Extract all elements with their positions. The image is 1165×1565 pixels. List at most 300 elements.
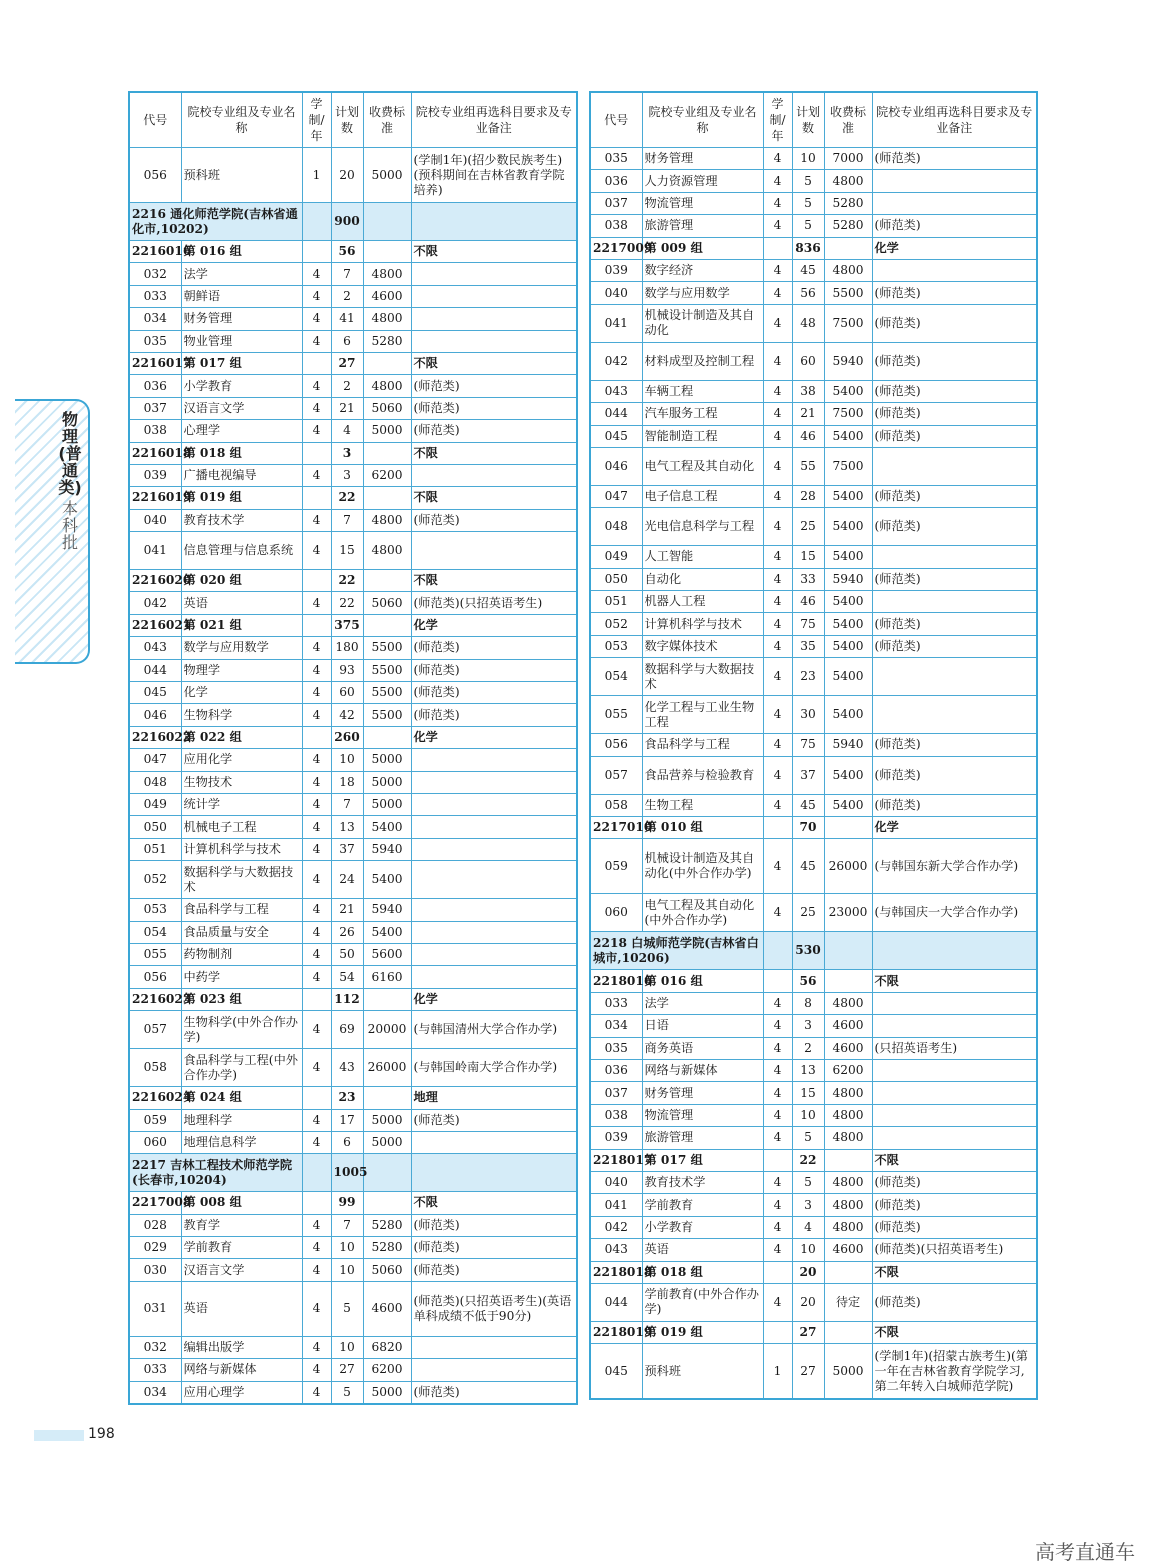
major-code: 057 [590, 756, 642, 794]
group-subject-requirement: 化学 [872, 817, 1037, 839]
major-plan: 17 [331, 1109, 363, 1131]
school-plan-total: 530 [792, 932, 824, 970]
major-plan: 3 [331, 464, 363, 486]
major-plan: 13 [792, 1059, 824, 1081]
major-code: 046 [129, 704, 181, 726]
major-name: 小学教育 [642, 1216, 763, 1238]
group-name: 第 016 组 [642, 970, 763, 992]
major-years: 4 [302, 921, 331, 943]
major-row [129, 1109, 577, 1131]
major-name: 英语 [642, 1239, 763, 1261]
major-name: 教育技术学 [181, 509, 302, 531]
major-years: 4 [763, 1127, 792, 1149]
major-years: 4 [302, 592, 331, 614]
major-row [129, 263, 577, 285]
major-note: (师范类) [411, 1109, 577, 1131]
major-row [129, 308, 577, 330]
major-code: 035 [590, 148, 642, 170]
major-name: 化学 [181, 682, 302, 704]
major-note [872, 447, 1037, 485]
major-fee: 5060 [363, 592, 411, 614]
major-row [590, 282, 1037, 304]
major-row [129, 749, 577, 771]
major-years: 4 [763, 734, 792, 756]
major-row [590, 613, 1037, 635]
major-name: 心理学 [181, 420, 302, 442]
major-years: 4 [763, 1194, 792, 1216]
major-fee: 5400 [363, 861, 411, 899]
group-code: 2216022 [129, 726, 181, 748]
major-row [129, 1281, 577, 1336]
major-note: (师范类) [872, 1283, 1037, 1321]
header-name: 院校专业组及专业名称 [642, 92, 763, 148]
major-years: 4 [302, 816, 331, 838]
major-fee: 6200 [363, 1359, 411, 1381]
empty-cell [824, 817, 872, 839]
major-name: 旅游管理 [642, 1127, 763, 1149]
major-plan: 28 [792, 485, 824, 507]
major-note [411, 263, 577, 285]
group-row [129, 442, 577, 464]
major-plan: 41 [331, 308, 363, 330]
major-code: 056 [129, 966, 181, 988]
group-subject-requirement: 不限 [411, 241, 577, 263]
major-note: (师范类) [411, 1381, 577, 1403]
major-note [411, 771, 577, 793]
major-fee: 4800 [824, 1104, 872, 1126]
major-name: 学前教育 [642, 1194, 763, 1216]
major-plan: 75 [792, 734, 824, 756]
major-plan: 75 [792, 613, 824, 635]
major-note: (师范类) [872, 215, 1037, 237]
group-name: 第 021 组 [181, 614, 302, 636]
major-note [411, 899, 577, 921]
major-years: 4 [302, 1359, 331, 1381]
major-note [411, 861, 577, 899]
major-plan: 25 [792, 894, 824, 932]
major-plan: 20 [792, 1283, 824, 1321]
major-name: 食品科学与工程(中外合作办学) [181, 1049, 302, 1087]
major-code: 043 [590, 1239, 642, 1261]
major-name: 机械电子工程 [181, 816, 302, 838]
major-fee: 5400 [363, 816, 411, 838]
major-years: 4 [763, 403, 792, 425]
major-name: 药物制剂 [181, 943, 302, 965]
major-note: (师范类) [411, 1259, 577, 1281]
major-years: 4 [302, 397, 331, 419]
major-plan: 5 [792, 215, 824, 237]
major-note [411, 793, 577, 815]
major-name: 生物技术 [181, 771, 302, 793]
major-name: 日语 [642, 1015, 763, 1037]
group-subject-requirement: 不限 [872, 970, 1037, 992]
major-years: 4 [302, 464, 331, 486]
major-note [872, 192, 1037, 214]
major-name: 汽车服务工程 [642, 403, 763, 425]
major-fee: 4800 [824, 259, 872, 281]
major-name: 计算机科学与技术 [181, 838, 302, 860]
major-code: 045 [129, 682, 181, 704]
major-code: 044 [129, 659, 181, 681]
major-row [590, 342, 1037, 380]
section-side-tab [15, 399, 90, 664]
major-note [411, 1336, 577, 1358]
major-plan: 10 [792, 1239, 824, 1261]
major-code: 037 [129, 397, 181, 419]
major-name: 地理信息科学 [181, 1131, 302, 1153]
major-name: 财务管理 [181, 308, 302, 330]
major-note [872, 546, 1037, 568]
major-note: (师范类) [872, 485, 1037, 507]
header-code: 代号 [590, 92, 642, 148]
major-years: 4 [763, 1239, 792, 1261]
major-code: 033 [590, 992, 642, 1014]
major-row [590, 568, 1037, 590]
school-row [129, 1154, 577, 1192]
major-fee: 5940 [824, 342, 872, 380]
group-plan: 3 [331, 442, 363, 464]
major-row [129, 861, 577, 899]
major-code: 044 [590, 403, 642, 425]
major-years: 4 [302, 308, 331, 330]
major-years: 4 [302, 285, 331, 307]
major-years: 4 [302, 420, 331, 442]
major-plan: 45 [792, 794, 824, 816]
major-code: 051 [129, 838, 181, 860]
major-years: 4 [302, 838, 331, 860]
major-row [590, 447, 1037, 485]
major-fee: 26000 [824, 839, 872, 894]
major-row [590, 380, 1037, 402]
major-plan: 27 [792, 1344, 824, 1399]
major-row [590, 1194, 1037, 1216]
major-plan: 69 [331, 1011, 363, 1049]
major-code: 039 [590, 1127, 642, 1149]
major-name: 中药学 [181, 966, 302, 988]
major-name: 统计学 [181, 793, 302, 815]
major-fee: 4800 [824, 170, 872, 192]
major-fee: 5280 [363, 1214, 411, 1236]
major-years: 4 [763, 1283, 792, 1321]
major-fee: 5000 [363, 420, 411, 442]
major-note: (师范类) [411, 637, 577, 659]
group-code: 2217010 [590, 817, 642, 839]
major-code: 038 [590, 1104, 642, 1126]
empty-cell [302, 1192, 331, 1214]
major-row [129, 285, 577, 307]
major-years: 4 [302, 509, 331, 531]
major-plan: 5 [792, 192, 824, 214]
empty-cell [411, 203, 577, 241]
school-plan-total: 900 [331, 203, 363, 241]
major-name: 旅游管理 [642, 215, 763, 237]
group-plan: 27 [331, 352, 363, 374]
major-row [590, 485, 1037, 507]
group-code: 2216018 [129, 442, 181, 464]
major-fee: 5500 [824, 282, 872, 304]
major-fee: 4600 [824, 1037, 872, 1059]
group-code: 2217009 [590, 237, 642, 259]
major-note [411, 330, 577, 352]
major-fee: 4800 [363, 532, 411, 570]
major-fee: 5400 [824, 658, 872, 696]
group-plan: 70 [792, 817, 824, 839]
major-fee: 5940 [824, 568, 872, 590]
major-note [411, 308, 577, 330]
major-years: 4 [302, 532, 331, 570]
major-row [590, 794, 1037, 816]
major-fee: 23000 [824, 894, 872, 932]
major-plan: 3 [792, 1015, 824, 1037]
major-code: 036 [129, 375, 181, 397]
major-row [129, 375, 577, 397]
major-name: 物流管理 [642, 1104, 763, 1126]
major-plan: 56 [792, 282, 824, 304]
major-fee: 5400 [824, 591, 872, 613]
major-plan: 4 [792, 1216, 824, 1238]
major-name: 机械设计制造及其自动化(中外合作办学) [642, 839, 763, 894]
major-plan: 45 [792, 259, 824, 281]
group-plan: 56 [792, 970, 824, 992]
major-name: 法学 [642, 992, 763, 1014]
major-code: 034 [590, 1015, 642, 1037]
header-code: 代号 [129, 92, 181, 148]
major-code: 048 [590, 508, 642, 546]
major-note: (师范类) [872, 1216, 1037, 1238]
major-plan: 5 [331, 1281, 363, 1336]
major-plan: 93 [331, 659, 363, 681]
group-row [129, 988, 577, 1010]
major-years: 4 [302, 1259, 331, 1281]
major-row [590, 1059, 1037, 1081]
major-fee: 4600 [824, 1015, 872, 1037]
major-plan: 45 [792, 839, 824, 894]
major-note: (学制1年)(招少数民族考生)(预科期间在吉林省教育学院培养) [411, 148, 577, 203]
major-code: 036 [590, 170, 642, 192]
group-name: 第 008 组 [181, 1192, 302, 1214]
major-row [129, 943, 577, 965]
major-years: 4 [302, 1049, 331, 1087]
major-plan: 20 [331, 148, 363, 203]
major-note: (师范类) [872, 380, 1037, 402]
major-plan: 21 [331, 899, 363, 921]
school-row [129, 203, 577, 241]
empty-cell [302, 570, 331, 592]
major-name: 朝鲜语 [181, 285, 302, 307]
major-years: 4 [763, 992, 792, 1014]
major-name: 车辆工程 [642, 380, 763, 402]
empty-cell [363, 487, 411, 509]
major-row [590, 1344, 1037, 1399]
group-row [590, 1149, 1037, 1171]
major-fee: 4800 [824, 992, 872, 1014]
major-years: 1 [302, 148, 331, 203]
major-row [590, 1216, 1037, 1238]
major-note: (师范类)(只招英语考生) [872, 1239, 1037, 1261]
major-name: 地理科学 [181, 1109, 302, 1131]
major-code: 049 [129, 793, 181, 815]
major-plan: 54 [331, 966, 363, 988]
major-fee: 5280 [824, 192, 872, 214]
empty-cell [763, 817, 792, 839]
major-fee: 4800 [824, 1082, 872, 1104]
major-row [129, 1237, 577, 1259]
school-plan-total: 1005 [331, 1154, 363, 1192]
major-name: 生物科学(中外合作办学) [181, 1011, 302, 1049]
major-code: 038 [590, 215, 642, 237]
major-fee: 5000 [363, 749, 411, 771]
major-name: 网络与新媒体 [642, 1059, 763, 1081]
major-years: 4 [302, 1214, 331, 1236]
major-note: (师范类) [872, 148, 1037, 170]
major-note: (师范类) [872, 756, 1037, 794]
major-years: 4 [763, 839, 792, 894]
major-plan: 10 [331, 1259, 363, 1281]
major-row [590, 1082, 1037, 1104]
major-fee: 待定 [824, 1283, 872, 1321]
major-fee: 5000 [824, 1344, 872, 1399]
empty-cell [363, 1192, 411, 1214]
major-name: 网络与新媒体 [181, 1359, 302, 1381]
major-plan: 10 [331, 1237, 363, 1259]
major-row [590, 658, 1037, 696]
major-fee: 4800 [363, 509, 411, 531]
major-plan: 46 [792, 425, 824, 447]
empty-cell [763, 970, 792, 992]
major-code: 032 [129, 1336, 181, 1358]
major-note: (只招英语考生) [872, 1037, 1037, 1059]
major-row [129, 704, 577, 726]
group-row [590, 1261, 1037, 1283]
empty-cell [302, 1154, 331, 1192]
major-plan: 42 [331, 704, 363, 726]
group-row [129, 352, 577, 374]
major-row [129, 1381, 577, 1403]
major-years: 4 [302, 375, 331, 397]
major-fee: 5000 [363, 1381, 411, 1403]
major-years: 4 [302, 659, 331, 681]
major-note: (与韩国岭南大学合作办学) [411, 1049, 577, 1087]
major-code: 060 [590, 894, 642, 932]
major-row [590, 1015, 1037, 1037]
major-code: 033 [129, 285, 181, 307]
major-row [590, 546, 1037, 568]
empty-cell [363, 241, 411, 263]
major-note: (师范类) [411, 682, 577, 704]
major-code: 041 [590, 1194, 642, 1216]
major-code: 042 [590, 1216, 642, 1238]
group-name: 第 017 组 [181, 352, 302, 374]
major-row [590, 148, 1037, 170]
group-plan: 27 [792, 1321, 824, 1343]
major-fee: 5940 [363, 899, 411, 921]
major-note [872, 1059, 1037, 1081]
major-name: 智能制造工程 [642, 425, 763, 447]
major-row [590, 1037, 1037, 1059]
side-tab-category: 物理(普通类) [58, 410, 82, 497]
empty-cell [302, 241, 331, 263]
major-row [129, 1214, 577, 1236]
major-note: (师范类) [872, 1194, 1037, 1216]
page-number: 198 [88, 1426, 115, 1442]
group-subject-requirement: 不限 [411, 352, 577, 374]
major-name: 计算机科学与技术 [642, 613, 763, 635]
major-code: 052 [590, 613, 642, 635]
major-fee: 5940 [363, 838, 411, 860]
major-years: 4 [763, 192, 792, 214]
major-name: 汉语言文学 [181, 397, 302, 419]
major-row [590, 1104, 1037, 1126]
major-name: 物流管理 [642, 192, 763, 214]
group-plan: 56 [331, 241, 363, 263]
major-plan: 7 [331, 1214, 363, 1236]
major-name: 食品营养与检验教育 [642, 756, 763, 794]
major-row [129, 1259, 577, 1281]
major-fee: 5280 [363, 330, 411, 352]
header-name: 院校专业组及专业名称 [181, 92, 302, 148]
group-code: 2216024 [129, 1087, 181, 1109]
major-years: 4 [763, 568, 792, 590]
major-name: 食品科学与工程 [642, 734, 763, 756]
major-years: 4 [302, 1336, 331, 1358]
major-plan: 5 [792, 1171, 824, 1193]
major-code: 040 [129, 509, 181, 531]
major-note: (师范类) [411, 1237, 577, 1259]
major-plan: 5 [331, 1381, 363, 1403]
group-row [590, 817, 1037, 839]
major-code: 040 [590, 282, 642, 304]
group-row [129, 726, 577, 748]
group-plan: 112 [331, 988, 363, 1010]
empty-cell [763, 1149, 792, 1171]
major-code: 054 [129, 921, 181, 943]
major-name: 法学 [181, 263, 302, 285]
group-subject-requirement: 不限 [411, 487, 577, 509]
major-name: 数据科学与大数据技术 [642, 658, 763, 696]
major-name: 食品质量与安全 [181, 921, 302, 943]
group-name: 第 023 组 [181, 988, 302, 1010]
major-plan: 60 [331, 682, 363, 704]
major-years: 4 [763, 304, 792, 342]
group-name: 第 009 组 [642, 237, 763, 259]
major-row [590, 992, 1037, 1014]
major-note: (师范类) [411, 397, 577, 419]
major-name: 财务管理 [642, 1082, 763, 1104]
major-code: 047 [129, 749, 181, 771]
major-code: 039 [129, 464, 181, 486]
group-name: 第 018 组 [642, 1261, 763, 1283]
major-years: 4 [302, 330, 331, 352]
major-row [129, 1336, 577, 1358]
major-fee: 5400 [824, 485, 872, 507]
major-name: 数字媒体技术 [642, 635, 763, 657]
school-name: 2216 通化师范学院(吉林省通化市,10202) [129, 203, 302, 241]
major-name: 商务英语 [642, 1037, 763, 1059]
empty-cell [363, 1154, 411, 1192]
major-name: 自动化 [642, 568, 763, 590]
major-code: 035 [129, 330, 181, 352]
major-name: 物业管理 [181, 330, 302, 352]
group-subject-requirement: 不限 [411, 570, 577, 592]
major-code: 050 [129, 816, 181, 838]
major-years: 4 [763, 1171, 792, 1193]
empty-cell [363, 570, 411, 592]
major-years: 4 [302, 861, 331, 899]
major-years: 4 [763, 282, 792, 304]
major-plan: 37 [792, 756, 824, 794]
empty-cell [763, 932, 792, 970]
major-row [129, 1049, 577, 1087]
